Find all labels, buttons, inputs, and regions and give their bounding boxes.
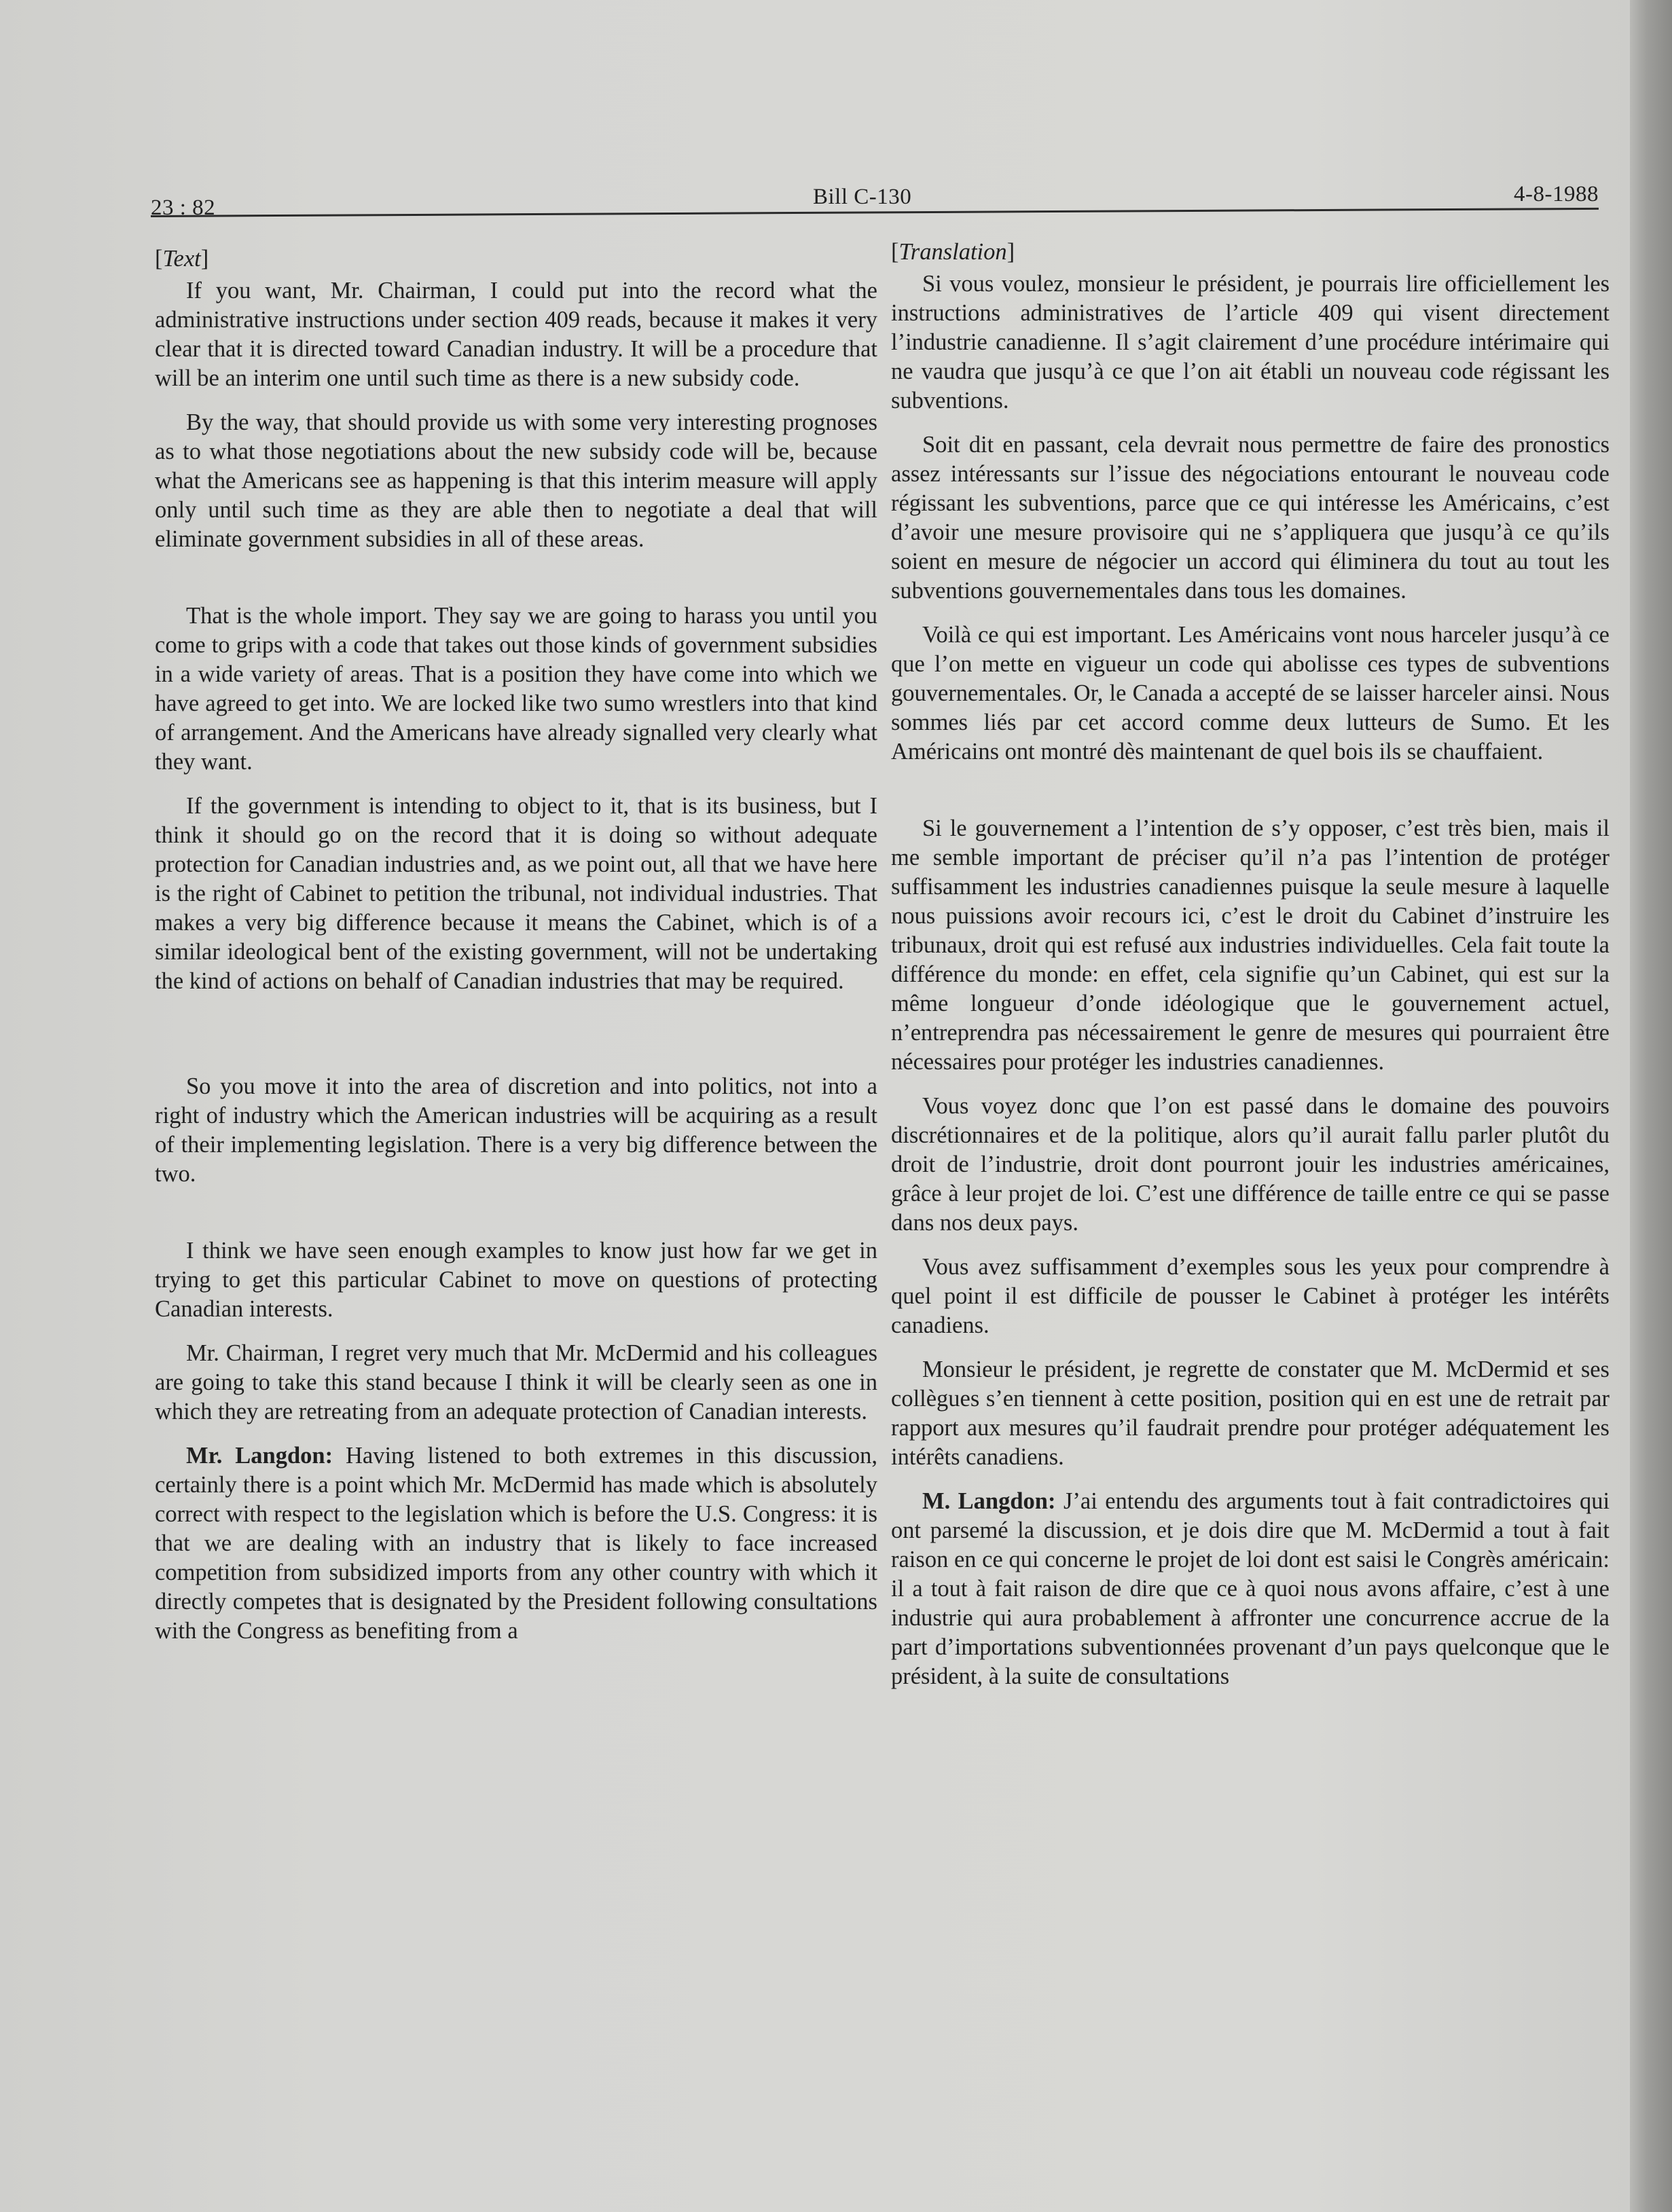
paragraph: That is the whole import. They say we are going to harass you until you come to grips with a code that takes out those kinds of government subsidies in a wide variety of areas. That is a position they have come into which we have agreed to get into. We are locked like two sumo wrestlers into that kind of arrangement. And the Americans have already signalled very clearly what they want.: [155, 603, 877, 775]
paragraph: Soit dit en passant, cela devrait nous permettre de faire des pronostics assez intéressants sur l’issue des négociations entourant le nouveau code régissant les subventions, parce que ce qui intéresse les Américains, c’est d’avoir une mesure provisoire qui ne s’appliquera que jusqu’à ce qu’ils soient en mesure de négocier un accord qui éliminera du tout au tout les subventions gouvernementales dans tous les domaines.: [891, 432, 1610, 604]
speaker-text: J’ai entendu des arguments tout à fait contradictoires qui ont parsemé la discussion, et je dois dire que M. McDermid a tout à fait raison en ce qui concerne le projet de loi dont est saisi le Congrès américain: il a tout à fait raison de dire que ce à quoi nous avons affaire, c’est à une industrie qui aura probablement à affronter une concurrence accrue de la part d’importations subventionnées provenant d’un pays quelconque que le président, à la suite de consultations: [891, 1488, 1610, 1689]
paragraph: Voilà ce qui est important. Les Américains vont nous harceler jusqu’à ce que l’on mette en vigueur un code qui abolisse ces types de subventions gouvernementales. Or, le Canada a accepté de se laisser harceler ainsi. Nous sommes liés par cet accord comme deux lutteurs de Sumo. Et les Américains ont montré dès maintenant de quel bois ils se chauffaient.: [891, 622, 1610, 764]
paragraph: Mr. Chairman, I regret very much that Mr. McDermid and his colleagues are going to take this stand because I think it will be clearly seen as one in which they are retreating from an adequate protection of Canadian interests.: [155, 1340, 877, 1424]
text-tag: [Text]: [155, 246, 209, 272]
speaker-name: Mr. Langdon:: [186, 1443, 333, 1469]
paragraph: I think we have seen enough examples to know just how far we get in trying to get this particular Cabinet to move on questions of protecting Canadian interests.: [155, 1238, 877, 1322]
speaker-paragraph: [891, 1487, 1610, 1691]
speaker-name: M. Langdon:: [922, 1488, 1056, 1514]
paragraph: Vous avez suffisamment d’exemples sous les yeux pour comprendre à quel point il est difficile de pousser le Cabinet à protéger les intérêts canadiens.: [891, 1254, 1610, 1338]
page-edge: [1630, 0, 1672, 2212]
paragraph: Vous voyez donc que l’on est passé dans le domaine des pouvoirs discrétionnaires et de la politique, alors qu’il aurait fallu parler plutôt du droit de l’industrie, droit dont pourront jouir les industries américaines, grâce à leur projet de loi. C’est une différence de taille entre ce qui se passe dans nos deux pays.: [891, 1093, 1610, 1236]
left-column-english: [155, 244, 877, 1661]
speaker-text: Having listened to both extremes in this discussion, certainly there is a point which Mr. McDermid has made which is absolutely correct with respect to the legislation which is before the U.S. Congress: it is that we are dealing with an industry that is likely to face increased competition from subsidized imports from any other country with which it directly competes that is designated by the President following consultations with the Congress as benefiting from a: [155, 1443, 877, 1644]
bill-title: Bill C-130: [813, 185, 912, 209]
page-date: 4-8-1988: [1514, 182, 1599, 206]
paragraph: If the government is intending to object to it, that is its business, but I think it should go on the record that it is doing so without adequate protection for Canadian industries and, as we point out, all that we have here is the right of Cabinet to petition the tribunal, not individual industries. That makes a very big difference because it means the Cabinet, which is of a similar ideological bent of the existing government, will not be undertaking the kind of actions on behalf of Canadian industries that may be required.: [155, 793, 877, 994]
paragraph: So you move it into the area of discretion and into politics, not into a right of industry which the American industries will be acquiring as a result of their implementing legislation. There is a very big difference between the two.: [155, 1073, 877, 1187]
speaker-paragraph: [155, 1441, 877, 1646]
translation-tag: [Translation]: [891, 239, 1015, 265]
right-column-french: [891, 238, 1610, 1706]
paragraph: Si vous voulez, monsieur le président, je pourrais lire officiellement les instructions administratives de l’article 409 qui visent directement l’industrie canadienne. Il s’agit clairement d’une procédure intérimaire qui ne vaudra que jusqu’à ce que l’on ait établi un nouveau code régissant les subventions.: [891, 271, 1610, 413]
page-number: 23 : 82: [151, 196, 216, 220]
paragraph: Monsieur le président, je regrette de constater que M. McDermid et ses collègues s’en tiennent à cette position, position qui en est une de retrait par rapport aux mesures qu’il faudrait prendre pour protéger adéquatement les intérêts canadiens.: [891, 1357, 1610, 1470]
paragraph: By the way, that should provide us with some very interesting prognoses as to what those negotiations about the new subsidy code will be, because what the Americans see as happening is that this interim measure will apply only until such time as they are able then to negotiate a deal that will eliminate government subsidies in all of these areas.: [155, 409, 877, 552]
paragraph: If you want, Mr. Chairman, I could put into the record what the administrative instructions under section 409 reads, because it makes it very clear that it is directed toward Canadian industry. It will be a procedure that will be an interim one until such time as there is a new subsidy code.: [155, 278, 877, 391]
paragraph: Si le gouvernement a l’intention de s’y opposer, c’est très bien, mais il me semble important de préciser qu’il n’a pas l’intention de protéger suffisamment les industries canadiennes puisque la seule mesure à laquelle nous puissions avoir recours ici, c’est le droit du Cabinet d’instruire les tribunaux, droit qui est refusé aux industries individuelles. Cela fait toute la différence du monde: en effet, cela signifie qu’un Cabinet, qui est sur la même longueur d’onde idéologique que le gouvernement actuel, n’entreprendra pas nécessairement le genre de mesures qui pourraient être nécessaires pour protéger les industries canadiennes.: [891, 815, 1610, 1075]
